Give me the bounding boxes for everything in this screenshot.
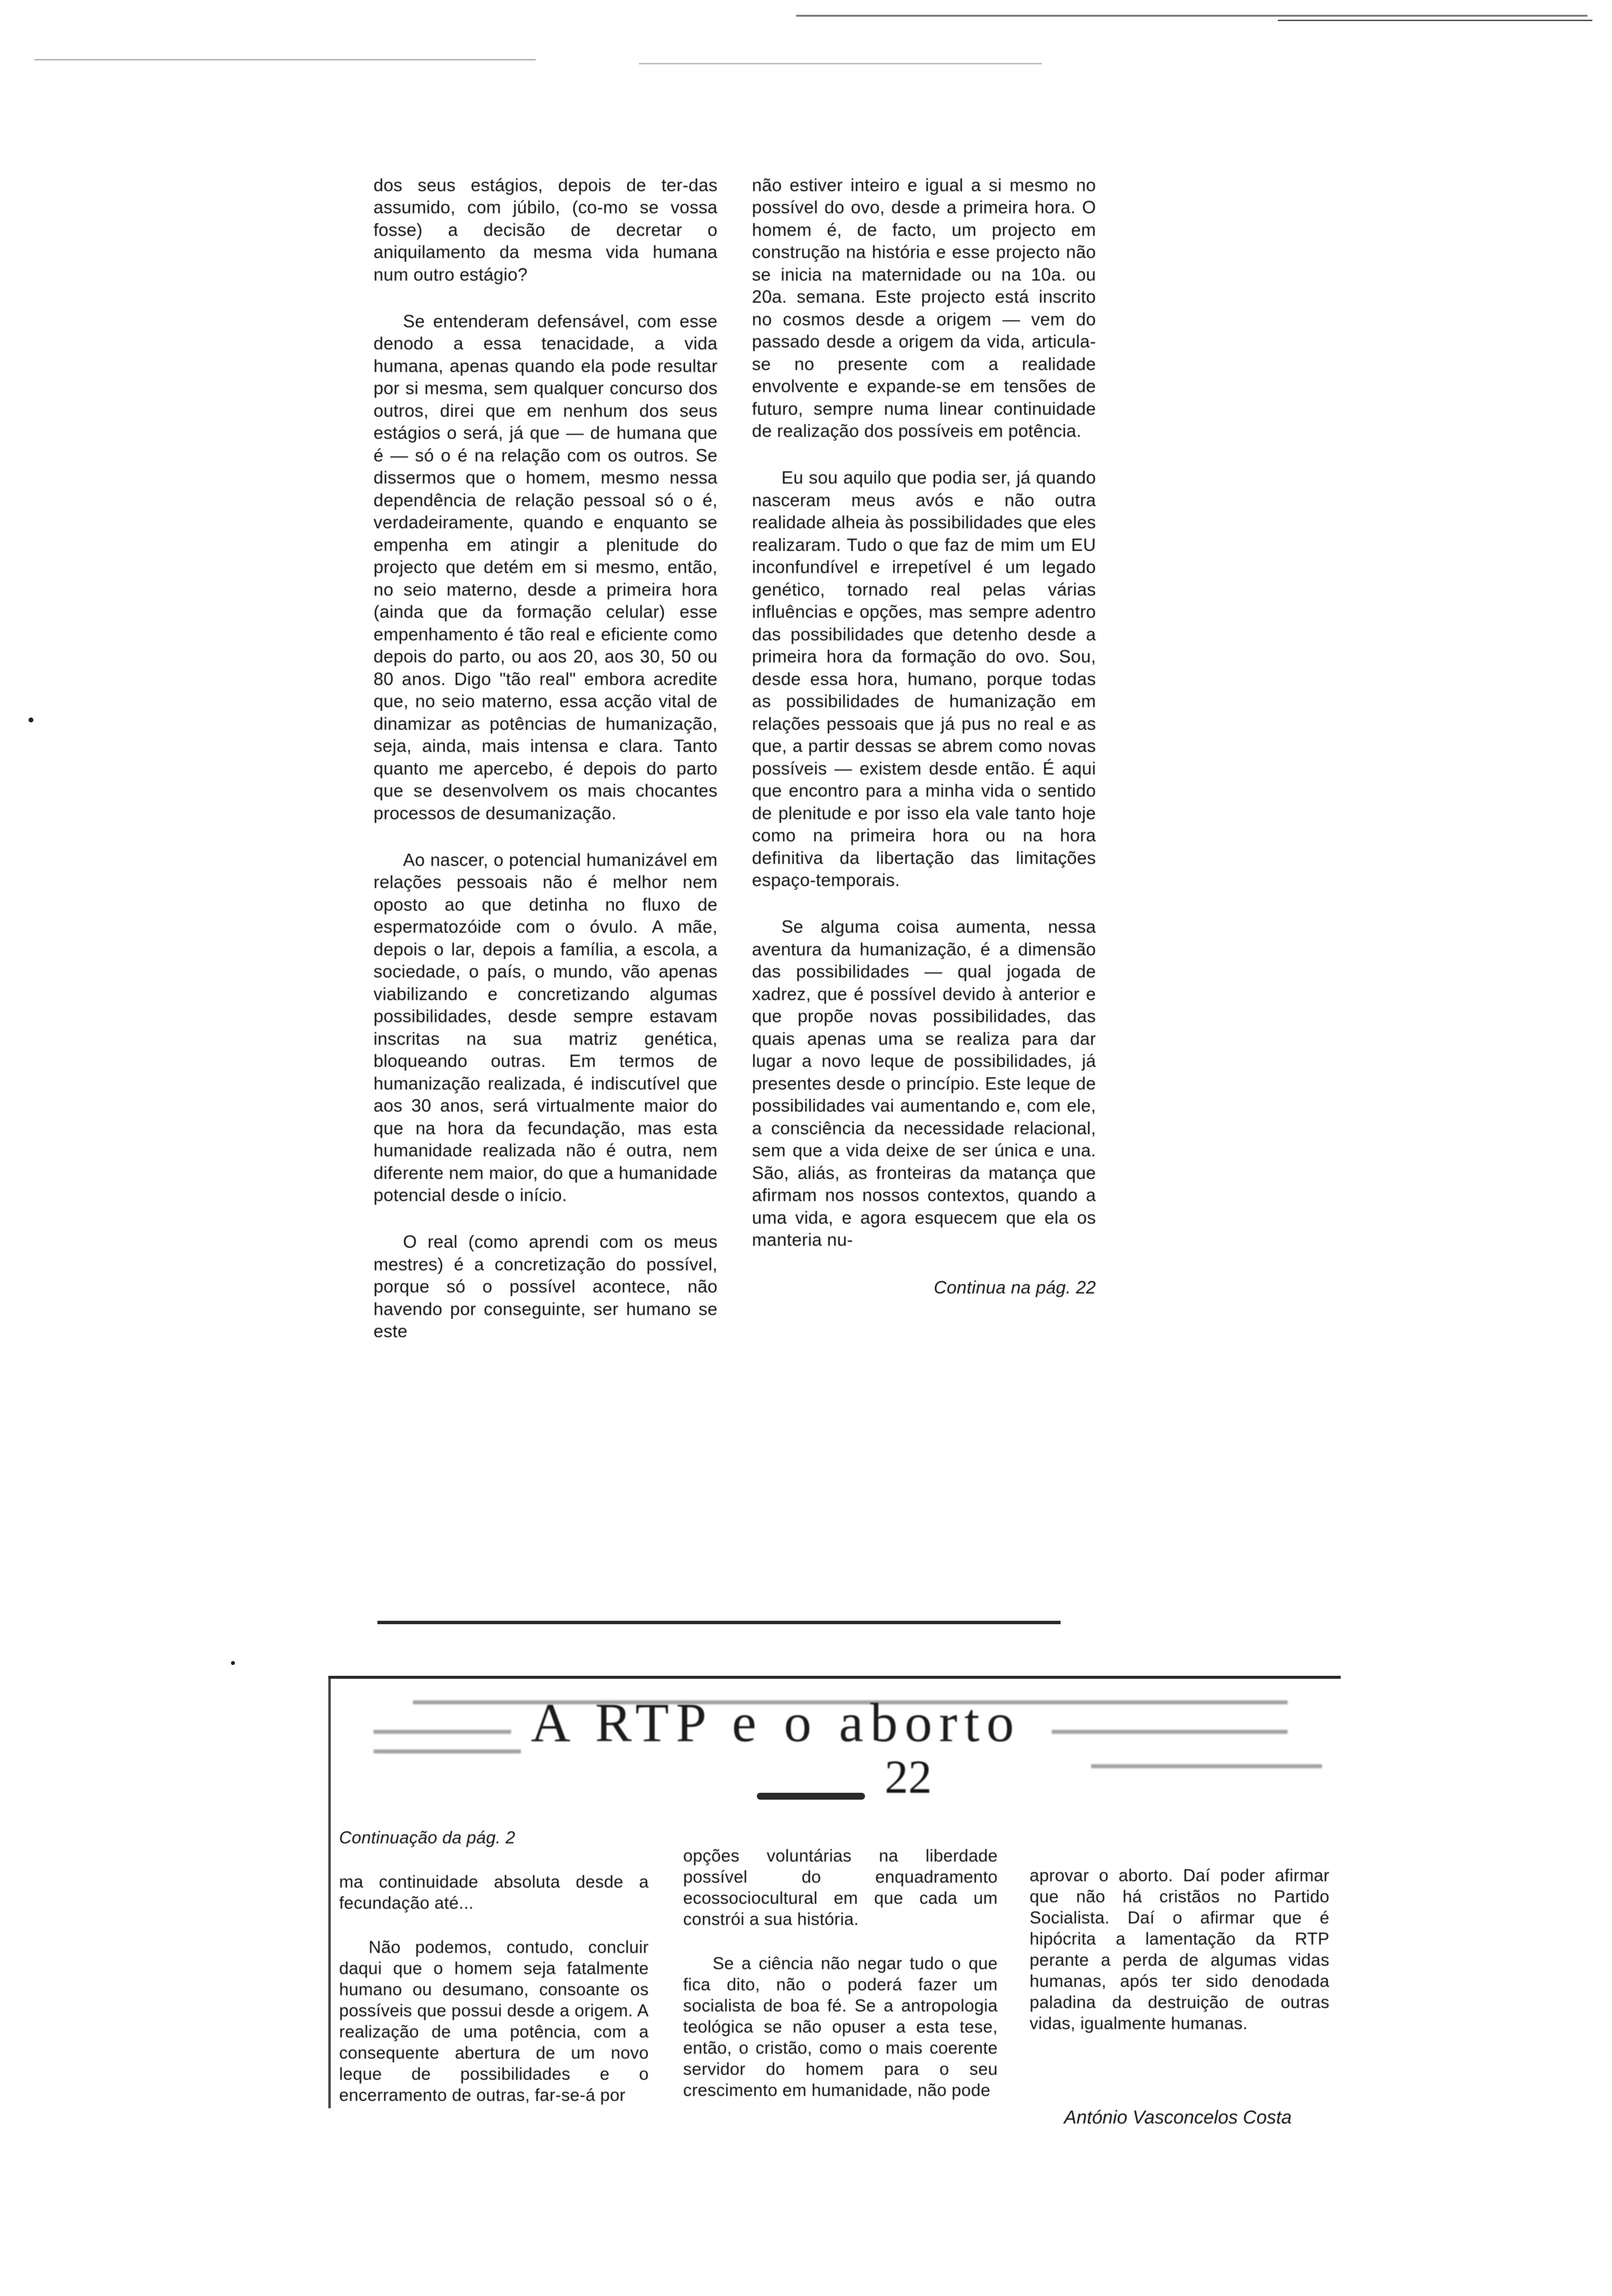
scan-dashes [34, 59, 536, 60]
bottom-article-left-rule [328, 1676, 331, 2108]
bottom-article-top-rule [328, 1676, 1341, 1679]
paragraph: opções voluntárias na liberdade possível do enquadramento ecossociocultural em que cada um constrói a sua história. [683, 1846, 998, 1929]
paragraph: O real (como aprendi com os meus mestres) é a concretização do possível, porque só o possível acontece, não havendo por conseguinte, ser humano se este [374, 1232, 718, 1341]
scan-noise [1091, 1764, 1322, 1768]
paragraph: aprovar o aborto. Daí poder afirmar que não há cristãos no Partido Socialista. Daí o afirmar que é hipócrita a lamentação da RTP perante a perda de algumas vidas humanas, após ter sido denodada paladina da destruição de outras vidas, igualmente humanas. [1030, 1866, 1329, 2033]
bottom-article-column-3 [1030, 1844, 1329, 2055]
scan-dashes-2 [639, 63, 1042, 64]
paragraph: Se entenderam defensável, com esse denodo a essa tenacidade, a vida humana, apenas quando ela pode resultar por si mesma, sem qualquer concurso dos outros, direi que em nenhum dos seus estágios o será, já que — de humana que é — só o é na relação com os outros. Se dissermos que o homem, mesmo nessa dependência de relação pessoal só o é, verdadeiramente, quando e enquanto se empenha em atingir a plenitude do projecto que detém em si mesmo, então, no seio materno, desde a primeira hora (ainda que da formação celular) esse empenhamento é tão real e eficiente como depois do parto, ou aos 20, aos 30, 50 ou 80 anos. Digo "tão real" embora acredite que, no seio materno, essa acção vital de dinamizar as potências de humanização, seja, ainda, mais intensa e clara. Tanto quanto me apercebo, é depois do parto que se desenvolvem os mais chocantes processos de desumanização. [374, 311, 718, 823]
paragraph: Ao nascer, o potencial humanizável em relações pessoais não é melhor nem oposto ao que detinha no fluxo de espermatozóide com o óvulo. A mãe, depois o lar, depois a família, a escola, a sociedade, o país, o mundo, vão apenas viabilizando e concretizando algumas possibilidades, desde sempre estavam inscritas na sua matriz genética, bloqueando outras. Em termos de humanização realizada, é indiscutível que aos 30 anos, será virtualmente maior do que na hora da fecundação, mas esta humanidade realizada não é outra, nem diferente nem maior, do que a humanidade potencial desde o início. [374, 849, 718, 1205]
scan-top-rule [796, 15, 1587, 17]
top-article-column-2 [752, 151, 1096, 1321]
scan-noise [1052, 1730, 1288, 1734]
top-article-bottom-rule [377, 1621, 1061, 1624]
paragraph: Se alguma coisa aumenta, nessa aventura da humanização, é a dimensão das possibilidades — qual jogada de xadrez, que é possível devido à anterior e que propõe novas possibilidades, das quais apenas uma se realiza para dar lugar a novo leque de possibilidades, já presentes desde o princípio. Este leque de possibilidades vai aumentando e, com ele, a consciência da necessidade relacional, sem que a vida deixe de ser única e una. São, aliás, as fronteiras da matança que afirmam nos nossos contextos, quando a uma vida, e agora esquecem que ela os manteria nu- [752, 917, 1096, 1250]
top-article-column-1 [374, 151, 718, 1365]
paragraph: Eu sou aquilo que podia ser, já quando nasceram meus avós e não outra realidade alheia às possibilidades que eles realizaram. Tudo o que faz de mim um EU inconfundível e irrepetível é um legado genético, tornado real pelas várias influências e opções, mas sempre adentro das possibilidades que detenho desde a primeira hora da formação do ovo. Sou, desde essa hora, humano, porque todas as possibilidades de humanização em relações pessoais que já pus no real e as que, a partir dessas se abrem como novas possíveis — existem desde então. É aqui que encontro para a minha vida o sentido de plenitude e por isso ela vale tanto hoje como na primeira hora ou na hora definitiva da libertação das limitações espaço-temporais. [752, 467, 1096, 890]
bottom-article-column-2 [683, 1824, 998, 2122]
paragraph: Se a ciência não negar tudo o que fica dito, não o poderá fazer um socialista de boa fé. Se a antropologia teológica se não opuser a esta tese, então, o cristão, como o mais coerente servidor do homem para o seu crescimento em humanidade, não pode [683, 1954, 998, 2100]
scan-speck [231, 1661, 235, 1665]
scan-noise [374, 1750, 521, 1753]
scan-top-rule-2 [1278, 20, 1592, 21]
handwritten-page-number: 22 [885, 1751, 932, 1803]
scan-speck [29, 718, 33, 722]
paragraph: ma continuidade absoluta desde a fecundação até... [339, 1872, 649, 1913]
paragraph: não estiver inteiro e igual a si mesmo no possível do ovo, desde a primeira hora. O homem é, de facto, um projecto em construção na história e esse projecto não se inicia na maternidade ou na 10a. ou 20a. semana. Este projecto está inscrito no cosmos desde a origem — vem do passado desde a origem da vida, articula-se no presente com a realidade envolvente e expande-se em tensões de futuro, sempre numa linear continuidade de realização dos possíveis em potência. [752, 174, 1096, 441]
paragraph: Não podemos, contudo, concluir daqui que o homem seja fatalmente humano ou desumano, consoante os possíveis que possui desde a origem. A realização de uma potência, com a consequente abertura de um novo leque de possibilidades e o encerramento de outras, far-se-á por [339, 1938, 649, 2105]
bottom-article-column-1 [339, 1806, 649, 2127]
continued-note: Continua na pág. 22 [934, 1277, 1096, 1297]
author-signature: António Vasconcelos Costa [1064, 2107, 1292, 2128]
headline-underline [757, 1793, 865, 1800]
continued-from-note: Continuação da pág. 2 [339, 1828, 516, 1847]
paragraph: dos seus estágios, depois de ter-das assumido, com júbilo, (co-mo se vossa fosse) a decisão de decretar o aniquilamento da mesma vida humana num outro estágio? [374, 174, 718, 285]
scan-noise [374, 1730, 511, 1734]
headline: A RTP e o aborto [531, 1693, 1021, 1753]
